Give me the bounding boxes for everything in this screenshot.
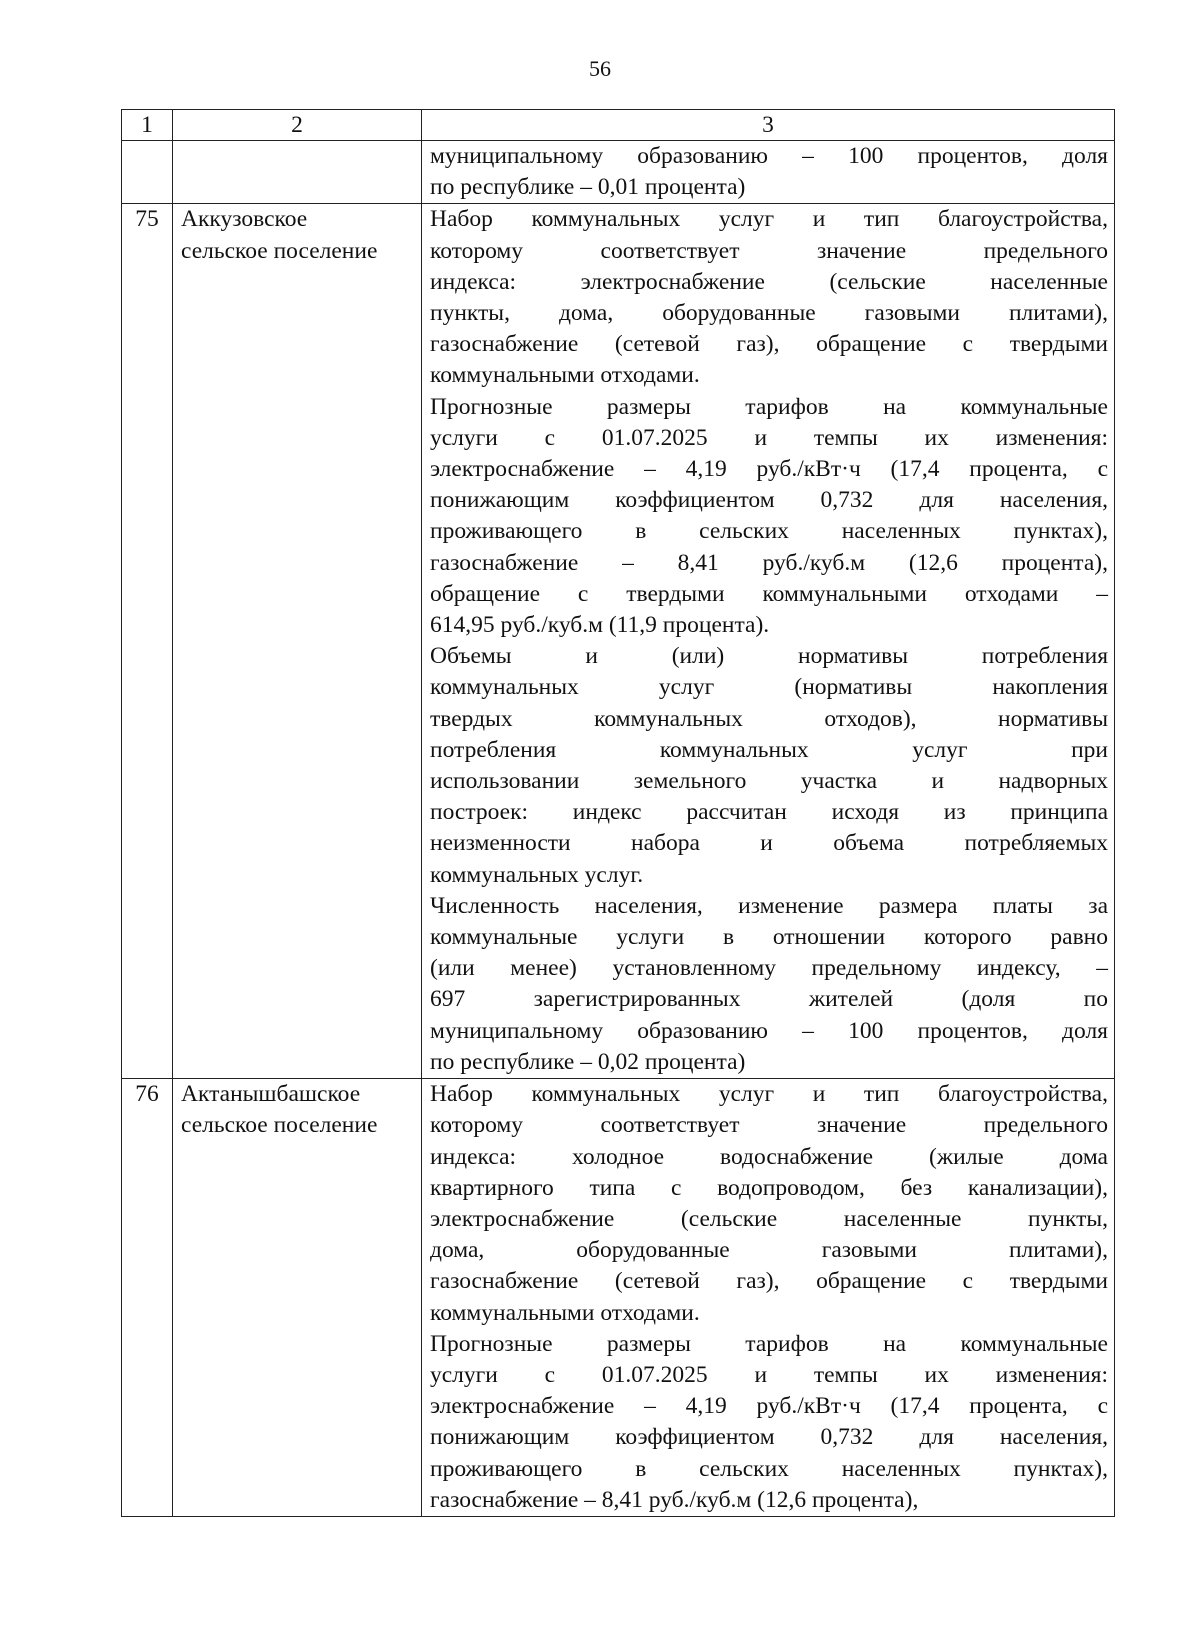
- settlement-name-line: Актанышбашское: [181, 1081, 361, 1108]
- description-cell: [422, 204, 1115, 1079]
- continuation-name-cell: [173, 141, 422, 204]
- text-line: по республике – 0,02 процента): [430, 1048, 746, 1075]
- text-line: Набор коммунальных услуг и тип благоустройства,: [430, 206, 1108, 233]
- text-line: Численность населения, изменение размера платы за: [430, 892, 1108, 919]
- text-line: дома, оборудованные газовыми плитами),: [430, 1237, 1108, 1264]
- text-line: квартирного типа с водопроводом, без канализации),: [430, 1174, 1108, 1201]
- text-line: 614,95 руб./куб.м (11,9 процента).: [430, 612, 770, 639]
- continuation-row: [122, 141, 1115, 204]
- text-line: газоснабжение – 8,41 руб./куб.м (12,6 процента),: [430, 1486, 919, 1513]
- text-line: потребления коммунальных услуг при: [430, 736, 1108, 763]
- continuation-num-cell: [122, 141, 173, 204]
- text-line: Прогнозные размеры тарифов на коммунальные: [430, 1330, 1108, 1357]
- text-line: Объемы и (или) нормативы потребления: [430, 643, 1108, 670]
- text-line: коммунальных услуг.: [430, 861, 644, 888]
- table-row: [122, 204, 1115, 1079]
- text-line: построек: индекс рассчитан исходя из принципа: [430, 799, 1108, 826]
- text-line: услуги с 01.07.2025 и темпы их изменения:: [430, 424, 1108, 451]
- text-line: (или менее) установленному предельному индексу, –: [430, 955, 1108, 982]
- text-line: услуги с 01.07.2025 и темпы их изменения:: [430, 1361, 1108, 1388]
- text-line: использовании земельного участка и надворных: [430, 768, 1108, 795]
- text-line: муниципальному образованию – 100 процентов, доля: [430, 143, 1108, 169]
- text-line: проживающего в сельских населенных пунктах),: [430, 1455, 1108, 1482]
- text-line: индекса: холодное водоснабжение (жилые дома: [430, 1143, 1108, 1170]
- text-line: газоснабжение – 8,41 руб./куб.м (12,6 процента),: [430, 549, 1108, 576]
- text-line: понижающим коэффициентом 0,732 для населения,: [430, 487, 1108, 514]
- text-line: обращение с твердыми коммунальными отходами –: [430, 580, 1108, 607]
- text-line: газоснабжение (сетевой газ), обращение с твердыми: [430, 1268, 1108, 1295]
- settlement-name-cell: [173, 204, 422, 1079]
- settlement-name-line: сельское поселение: [181, 237, 378, 264]
- text-line: неизменности набора и объема потребляемых: [430, 830, 1108, 857]
- description-cell: [422, 1079, 1115, 1517]
- text-line: Набор коммунальных услуг и тип благоустройства,: [430, 1081, 1108, 1108]
- text-line: по республике – 0,01 процента): [430, 174, 746, 201]
- text-line: индекса: электроснабжение (сельские населенные: [430, 268, 1108, 295]
- row-number: 75: [122, 204, 173, 1079]
- row-number: 76: [122, 1079, 173, 1517]
- continuation-text-cell: [422, 141, 1115, 204]
- text-line: твердых коммунальных отходов), нормативы: [430, 705, 1108, 732]
- text-line: 697 зарегистрированных жителей (доля по: [430, 986, 1108, 1013]
- text-line: коммунальных услуг (нормативы накопления: [430, 674, 1108, 701]
- text-line: коммунальными отходами.: [430, 362, 700, 389]
- text-line: проживающего в сельских населенных пунктах),: [430, 518, 1108, 545]
- text-line: электроснабжение (сельские населенные пункты,: [430, 1205, 1108, 1232]
- tariff-table: [121, 109, 1115, 1517]
- text-line: пункты, дома, оборудованные газовыми плитами),: [430, 300, 1108, 327]
- text-line: которому соответствует значение предельного: [430, 1112, 1108, 1139]
- column-header-1: 1: [122, 110, 173, 141]
- text-line: газоснабжение (сетевой газ), обращение с твердыми: [430, 331, 1108, 358]
- text-line: Прогнозные размеры тарифов на коммунальные: [430, 393, 1108, 420]
- table-header-row: [122, 110, 1115, 141]
- text-line: коммунальными отходами.: [430, 1299, 700, 1326]
- text-line: понижающим коэффициентом 0,732 для населения,: [430, 1424, 1108, 1451]
- text-line: электроснабжение – 4,19 руб./кВт·ч (17,4 процента, с: [430, 456, 1108, 483]
- page-number: 56: [589, 56, 611, 81]
- settlement-name-line: сельское поселение: [181, 1112, 378, 1139]
- settlement-name-line: Аккузовское: [181, 206, 308, 233]
- text-line: муниципальному образованию – 100 процентов, доля: [430, 1017, 1108, 1044]
- column-header-2: 2: [173, 110, 422, 141]
- table-row: [122, 1079, 1115, 1517]
- text-line: коммунальные услуги в отношении которого равно: [430, 924, 1108, 951]
- settlement-name-cell: [173, 1079, 422, 1517]
- text-line: которому соответствует значение предельного: [430, 237, 1108, 264]
- column-header-3: 3: [422, 110, 1115, 141]
- text-line: электроснабжение – 4,19 руб./кВт·ч (17,4 процента, с: [430, 1393, 1108, 1420]
